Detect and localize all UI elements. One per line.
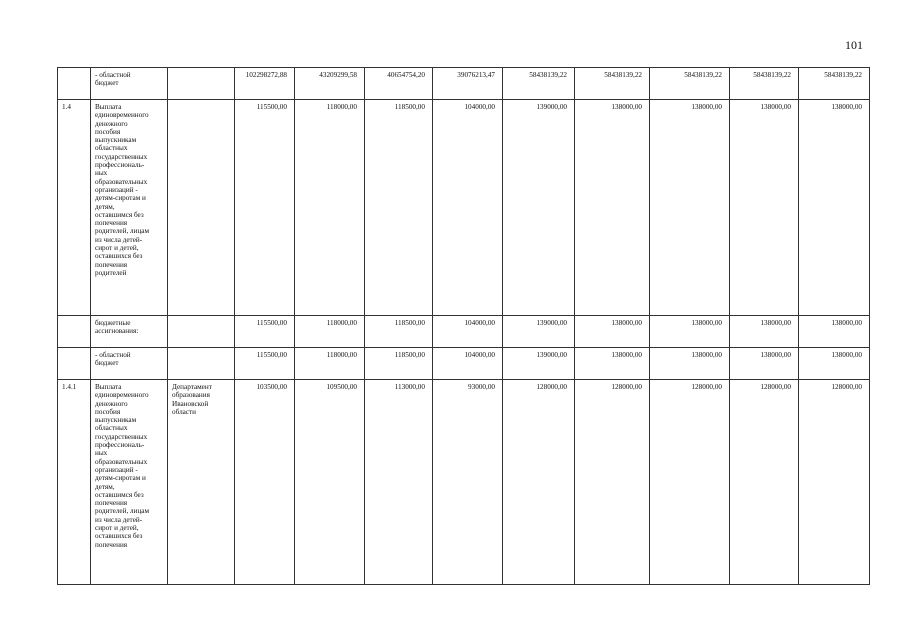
row-code-cell xyxy=(58,68,91,100)
value-cell: 93000,00 xyxy=(433,380,503,585)
value-cell: 58438139,22 xyxy=(730,68,799,100)
value-cell: 102298272,88 xyxy=(235,68,295,100)
row-executor-cell: Департамент образования Ивановской области xyxy=(168,380,235,585)
value-cell: 118000,00 xyxy=(295,348,365,380)
value-cell: 139000,00 xyxy=(503,100,575,316)
value-cell: 128000,00 xyxy=(575,380,650,585)
row-label-cell: Выплата единовременного денежного пособия выпускникам областных государственных профессиональ- ных образовательных организаций - детям-сиротам и детям, оставшимся без попечения родителей, лицам из числа детей- сирот и детей, оставшихся без попечения xyxy=(91,380,168,585)
value-cell: 128000,00 xyxy=(730,380,799,585)
value-cell: 118500,00 xyxy=(365,316,433,348)
value-cell: 139000,00 xyxy=(503,316,575,348)
row-code-cell: 1.4.1 xyxy=(58,380,91,585)
row-code-cell: 1.4 xyxy=(58,100,91,316)
value-cell: 104000,00 xyxy=(433,348,503,380)
value-cell: 58438139,22 xyxy=(575,68,650,100)
value-cell: 109500,00 xyxy=(295,380,365,585)
row-code-cell xyxy=(58,348,91,380)
value-cell: 138000,00 xyxy=(799,100,870,316)
table-row xyxy=(58,100,870,316)
row-label-cell: бюджетные ассигнования: xyxy=(91,316,168,348)
value-cell: 115500,00 xyxy=(235,316,295,348)
value-cell: 113000,00 xyxy=(365,380,433,585)
value-cell: 138000,00 xyxy=(575,316,650,348)
value-cell: 118500,00 xyxy=(365,348,433,380)
row-label-cell: - областной бюджет xyxy=(91,348,168,380)
value-cell: 138000,00 xyxy=(650,316,730,348)
value-cell: 138000,00 xyxy=(799,316,870,348)
value-cell: 43209299,58 xyxy=(295,68,365,100)
value-cell: 58438139,22 xyxy=(650,68,730,100)
value-cell: 138000,00 xyxy=(730,348,799,380)
table-row xyxy=(58,380,870,585)
budget-table xyxy=(57,67,870,585)
value-cell: 138000,00 xyxy=(575,100,650,316)
value-cell: 138000,00 xyxy=(799,348,870,380)
row-executor-cell xyxy=(168,68,235,100)
row-code-cell xyxy=(58,316,91,348)
row-executor-cell xyxy=(168,348,235,380)
value-cell: 139000,00 xyxy=(503,348,575,380)
row-executor-cell xyxy=(168,316,235,348)
value-cell: 138000,00 xyxy=(575,348,650,380)
value-cell: 115500,00 xyxy=(235,348,295,380)
value-cell: 118000,00 xyxy=(295,100,365,316)
value-cell: 138000,00 xyxy=(730,100,799,316)
table-row xyxy=(58,348,870,380)
value-cell: 39076213,47 xyxy=(433,68,503,100)
value-cell: 128000,00 xyxy=(650,380,730,585)
value-cell: 128000,00 xyxy=(503,380,575,585)
value-cell: 58438139,22 xyxy=(799,68,870,100)
value-cell: 40654754,20 xyxy=(365,68,433,100)
value-cell: 104000,00 xyxy=(433,100,503,316)
value-cell: 104000,00 xyxy=(433,316,503,348)
value-cell: 138000,00 xyxy=(650,348,730,380)
value-cell: 115500,00 xyxy=(235,100,295,316)
value-cell: 138000,00 xyxy=(730,316,799,348)
row-label-cell: Выплата единовременного денежного пособия выпускникам областных государственных профессиональ- ных образовательных организаций - детям-сиротам и детям, оставшимся без попечения родителей, лицам из числа детей- сирот и детей, оставшихся без попечения родителей xyxy=(91,100,168,316)
table-row xyxy=(58,316,870,348)
value-cell: 118500,00 xyxy=(365,100,433,316)
page-number: 101 xyxy=(845,38,863,52)
table-row xyxy=(58,68,870,100)
value-cell: 58438139,22 xyxy=(503,68,575,100)
row-label-cell: - областной бюджет xyxy=(91,68,168,100)
budget-table-body xyxy=(58,68,870,585)
value-cell: 103500,00 xyxy=(235,380,295,585)
value-cell: 118000,00 xyxy=(295,316,365,348)
row-executor-cell xyxy=(168,100,235,316)
value-cell: 128000,00 xyxy=(799,380,870,585)
value-cell: 138000,00 xyxy=(650,100,730,316)
